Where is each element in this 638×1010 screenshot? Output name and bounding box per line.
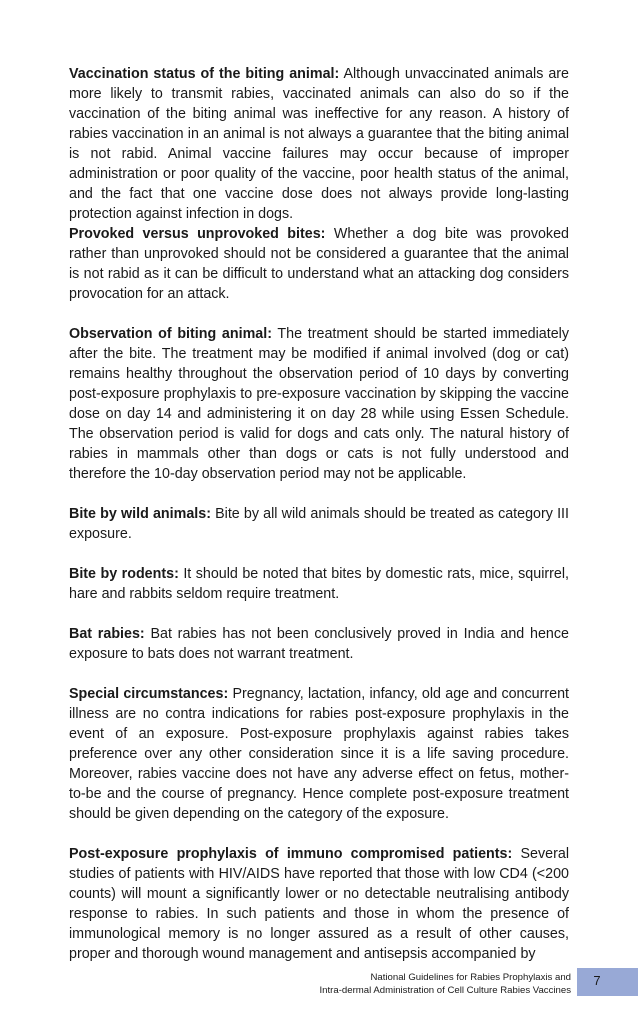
paragraph-vaccination-status [69, 64, 569, 224]
document-body [69, 64, 569, 964]
paragraph-spacer [69, 664, 569, 684]
paragraph-provoked-bites [69, 224, 569, 304]
paragraph-heading: Post-exposure prophylaxis of immuno compromised patients: [69, 846, 513, 862]
paragraph-special-circumstances [69, 684, 569, 824]
paragraph-heading: Vaccination status of the biting animal: [69, 66, 340, 82]
paragraph-immunocompromised [69, 844, 569, 964]
paragraph-heading: Bite by rodents: [69, 566, 179, 582]
footer-line-2: Intra-dermal Administration of Cell Culture Rabies Vaccines [319, 985, 571, 996]
paragraph-spacer [69, 824, 569, 844]
paragraph-text: The treatment should be started immediately after the bite. The treatment may be modified if animal involved (dog or cat) remains healthy throughout the observation period of 10 days by converting post-exposure prophylaxis to pre-exposure vaccination by skipping the vaccine dose on day 14 and administering it on day 28 while using Essen Schedule. The observation period is valid for dogs and cats only. The natural history of rabies in mammals other than dogs or cats is not fully understood and therefore the 10-day observation period may not be applicable. [69, 326, 569, 482]
paragraph-bat-rabies [69, 624, 569, 664]
paragraph-text: Several studies of patients with HIV/AIDS have reported that those with low CD4 (<200 counts) will mount a significantly lower or no detectable neutralising antibody response to rabies. In such patients and those in whom the presence of immunological memory is no longer assured as a result of other causes, proper and thorough wound management and antisepsis accompanied by [69, 846, 569, 962]
paragraph-heading: Bite by wild animals: [69, 506, 211, 522]
page-number: 7 [593, 973, 601, 988]
paragraph-rodents [69, 564, 569, 604]
page-footer [0, 968, 638, 1000]
paragraph-spacer [69, 604, 569, 624]
paragraph-observation [69, 324, 569, 484]
paragraph-text: Bat rabies has not been conclusively proved in India and hence exposure to bats does not warrant treatment. [69, 626, 569, 662]
paragraph-heading: Bat rabies: [69, 626, 145, 642]
paragraph-wild-animals [69, 504, 569, 544]
paragraph-text: It should be noted that bites by domestic rats, mice, squirrel, hare and rabbits seldom require treatment. [69, 566, 569, 602]
paragraph-heading: Provoked versus unprovoked bites: [69, 226, 326, 242]
paragraph-spacer [69, 484, 569, 504]
paragraph-text: Bite by all wild animals should be treated as category III exposure. [69, 506, 569, 542]
page-number-tab [577, 968, 638, 996]
paragraph-heading: Observation of biting animal: [69, 326, 272, 342]
paragraph-spacer [69, 304, 569, 324]
paragraph-spacer [69, 544, 569, 564]
paragraph-text: Pregnancy, lactation, infancy, old age and concurrent illness are no contra indications for rabies post-exposure prophylaxis in the event of an exposure. Post-exposure prophylaxis against rabies takes preference over any other consideration since it is a life saving procedure. Moreover, rabies vaccine does not have any adverse effect on fetus, mother-to-be and the course of pregnancy. Hence complete post-exposure treatment should be given depending on the category of the exposure. [69, 686, 569, 822]
footer-line-1: National Guidelines for Rabies Prophylaxis and [370, 972, 571, 983]
paragraph-heading: Special circumstances: [69, 686, 229, 702]
running-footer-title [320, 971, 572, 997]
paragraph-text: Although unvaccinated animals are more likely to transmit rabies, vaccinated animals can also do so if the vaccination of the biting animal was ineffective for any reason. A history of rabies vaccination in an animal is not always a guarantee that the biting animal is not rabid. Animal vaccine failures may occur because of improper administration or poor quality of the vaccine, poor health status of the animal, and the fact that one vaccine dose does not always provide long-lasting protection against infection in dogs. [69, 66, 569, 222]
paragraph-text: Whether a dog bite was provoked rather than unprovoked should not be considered a guarantee that the animal is not rabid as it can be difficult to understand what an attacking dog considers provocation for an attack. [69, 226, 569, 302]
